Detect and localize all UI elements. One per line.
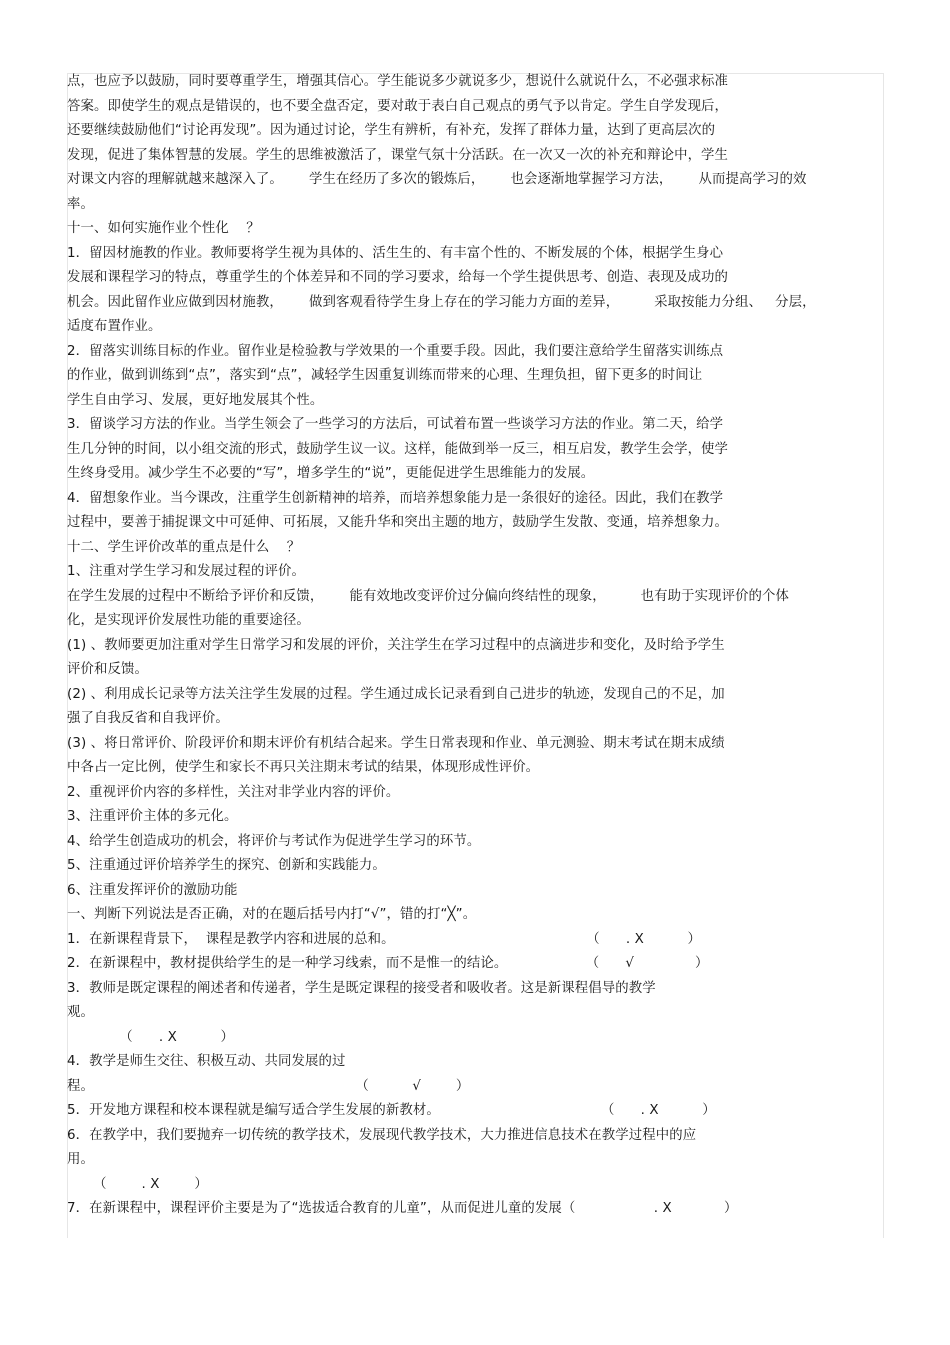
text-line: 2、重视评价内容的多样性，关注对非学业内容的评价。 [67, 784, 400, 800]
text-line: 点，也应予以鼓励，同时要尊重学生，增强其信心。学生能说多少就说多少，想说什么就说什么，不必强求标准 [67, 74, 729, 89]
text-line: 发展和课程学习的特点，尊重学生的个体差异和不同的学习要求，给每一个学生提供思考、创造、表现及成功的 [67, 270, 729, 285]
text-line: (1) 、教师要更加注重对学生日常学习和发展的评价，关注学生在学习过程中的点滴进步和变化，及时给予学生 [67, 637, 725, 653]
text-line: 1、注重对学生学习和发展过程的评价。 [67, 564, 305, 579]
text-line: 强了自我反省和自我评价。 [67, 711, 229, 726]
text-line: (3) 、将日常评价、阶段评价和期末评价有机结合起来。学生日常表现和作业、单元测验、期末考试在期末成绩 [67, 735, 725, 751]
text-line: 适度布置作业。 [67, 319, 162, 334]
answer-bracket: （ . X ） [67, 1029, 234, 1045]
text-line: 2．留落实训练目标的作业。留作业是检验教与学效果的一个重要手段。因此，我们要注意给学生留落实训练点 [67, 343, 724, 359]
text-line: 还要继续鼓励他们“讨论再发现”。因为通过讨论，学生有辨析，有补充，发挥了群体力量，达到了更高层次的 [67, 123, 716, 138]
text-line: 的作业，做到训练到“点”，落实到“点”，减轻学生因重复训练而带来的心理、生理负担，留下更多的时间让 [67, 368, 703, 383]
text-line: 答案。即使学生的观点是错误的，也不要全盘否定，要对敢于表白自己观点的勇气予以肯定。学生自学发现后， [67, 98, 729, 114]
section-heading: 十一、如何实施作业个性化 ？ [67, 221, 260, 236]
text-line: 学生自由学习、发展，更好地发展其个性。 [67, 392, 324, 408]
text-line: 4．留想象作业。当今课改，注重学生创新精神的培养，而培养想象能力是一条很好的途径。因此，我们在教学 [67, 490, 724, 506]
text-line: 生终身受用。减少学生不必要的“写”，增多学生的“说”，更能促进学生思维能力的发展。 [67, 466, 595, 481]
text-line: 3、注重评价主体的多元化。 [67, 809, 238, 824]
text-line: 3．留谈学习方法的作业。当学生领会了一些学习的方法后，可试着布置一些谈学习方法的作业。第二天，给学 [67, 417, 724, 432]
text-line: 发现，促进了集体智慧的发展。学生的思维被激活了，课堂气氛十分活跃。在一次又一次的补充和辩论中，学生 [67, 147, 729, 163]
text-line: 在学生发展的过程中不断给予评价和反馈， 能有效地改变评价过分偏向终结性的现象， 也有助于实现评价的个体 [67, 588, 790, 604]
question-item: 7．在新课程中，课程评价主要是为了“选拔适合教育的儿童”，从而促进儿童的发展（ . X ） [67, 1201, 738, 1216]
text-line: 5、注重通过评价培养学生的探究、创新和实践能力。 [67, 858, 386, 873]
text-line: 生几分钟的时间，以小组交流的形式，鼓励学生议一议。这样，能做到举一反三，相互启发，教学生会学，使学 [67, 441, 729, 457]
text-line: 率。 [67, 196, 94, 212]
section-heading: 十二、学生评价改革的重点是什么 ？ [67, 539, 301, 555]
answer-bracket: （ . X ） [67, 1176, 208, 1192]
question-item: 2．在新课程中，教材提供给学生的是一种学习线索，而不是惟一的结论。 （ √ ） [67, 956, 709, 971]
question-item: 6．在教学中，我们要抛弃一切传统的教学技术，发展现代教学技术，大力推进信息技术在教学过程中的应 [67, 1127, 697, 1143]
text-line: 评价和反馈。 [67, 662, 148, 677]
question-item: 4．教学是师生交往、积极互动、共同发展的过 [67, 1054, 346, 1069]
text-line: 4、给学生创造成功的机会，将评价与考试作为促进学生学习的环节。 [67, 833, 481, 849]
question-item: 程。 （ √ ） [67, 1078, 470, 1094]
question-item: 1．在新课程背景下， 课程是教学内容和进展的总和。 （ . X ） [67, 931, 701, 947]
text-line: 过程中，要善于捕捉课文中可延伸、可拓展，又能升华和突出主题的地方，鼓励学生发散、变通，培养想象力。 [67, 515, 729, 530]
text-line: 对课文内容的理解就越来越深入了。 学生在经历了多次的锻炼后， 也会逐渐地掌握学习方法， 从而提高学习的效 [67, 172, 807, 187]
text-line: 6、注重发挥评价的激励功能 [67, 882, 238, 898]
page-border-right [883, 73, 884, 1238]
text-line: 机会。因此留作业应做到因材施教， 做到客观看待学生身上存在的学习能力方面的差异， 采取按能力分组、 分层， [67, 294, 816, 310]
document-body [67, 70, 882, 1222]
text-line: 1．留因材施教的作业。教师要将学生视为具体的、活生生的、有丰富个性的、不断发展的个体，根据学生身心 [67, 245, 724, 261]
text-line: 化，是实现评价发展性功能的重要途径。 [67, 613, 310, 628]
question-item: 用。 [67, 1152, 94, 1167]
text-line: (2) 、利用成长记录等方法关注学生发展的过程。学生通过成长记录看到自己进步的轨迹，发现自己的不足，加 [67, 686, 725, 702]
question-item: 5．开发地方课程和校本课程就是编写适合学生发展的新教材。 （ . X ） [67, 1103, 716, 1118]
text-line: 中各占一定比例，使学生和家长不再只关注期末考试的结果，体现形成性评价。 [67, 760, 540, 775]
section-heading: 一、判断下列说法是否正确，对的在题后括号内打“√”，错的打“╳”。 [67, 907, 477, 922]
question-item: 观。 [67, 1005, 94, 1020]
question-item: 3．教师是既定课程的阐述者和传递者，学生是既定课程的接受者和吸收者。这是新课程倡导的教学 [67, 980, 656, 996]
